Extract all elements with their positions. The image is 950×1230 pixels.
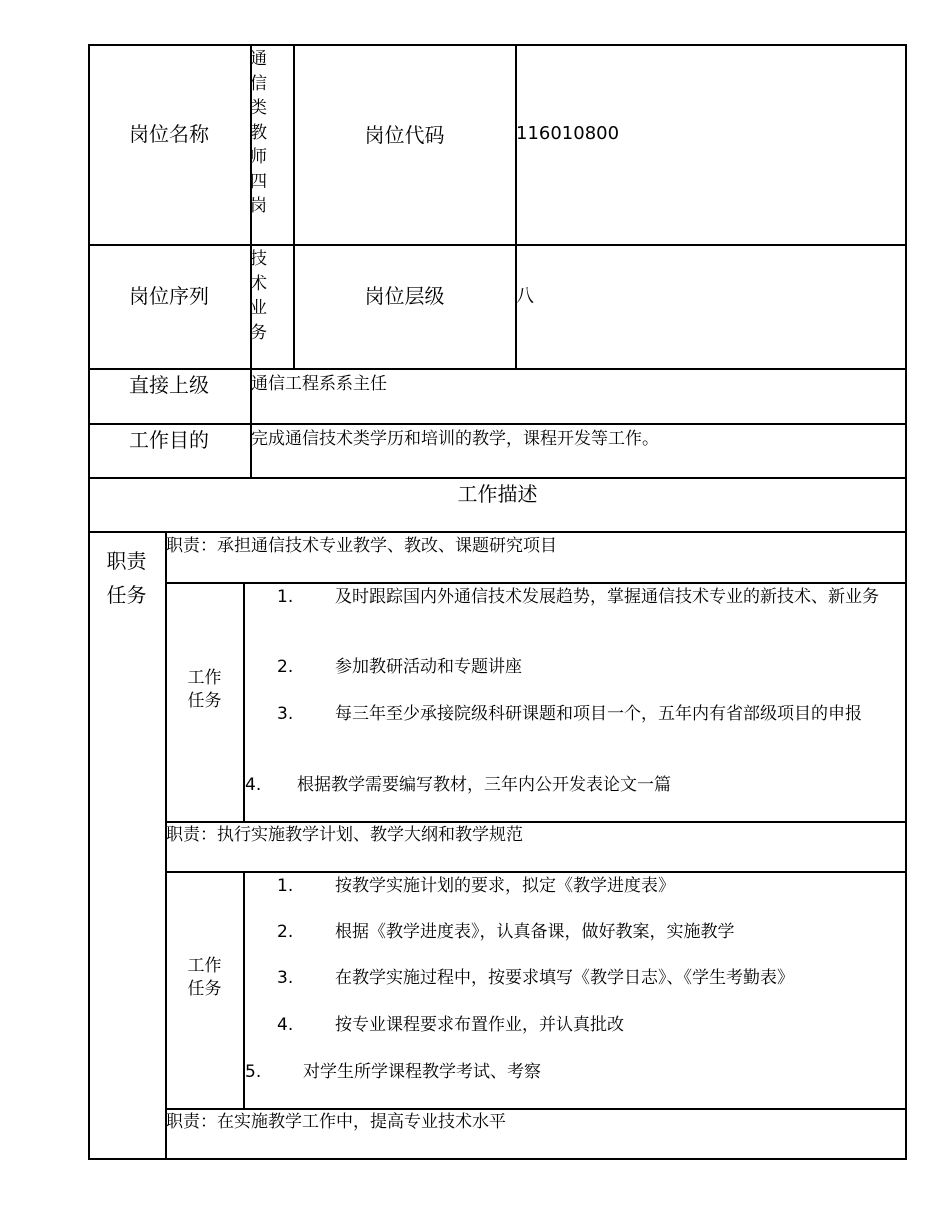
task-text: 及时跟踪国内外通信技术发展趋势，掌握通信技术专业的新技术、新业务	[335, 587, 879, 607]
task-number: 3.	[277, 968, 294, 988]
description-title: 工作描述	[457, 482, 538, 506]
task-text: 根据《教学进度表》，认真备课，做好教案，实施教学	[335, 922, 735, 942]
task-number: 1.	[277, 587, 294, 607]
position-name-value: 通信类教师四岗	[250, 49, 267, 216]
duty-title: 职责：执行实施教学计划、教学大纲和教学规范	[166, 825, 523, 845]
task-item	[277, 656, 902, 679]
task-number: 5.	[245, 1062, 262, 1082]
table-border-right	[905, 44, 907, 1159]
row-divider	[165, 1108, 907, 1110]
purpose-value: 完成通信技术类学历和培训的教学，课程开发等工作。	[251, 429, 659, 449]
task-item	[245, 1061, 900, 1084]
table-border-bottom	[88, 1158, 907, 1160]
task-label: 工作任务	[187, 668, 222, 711]
task-text: 参加教研活动和专题讲座	[335, 657, 522, 677]
task-number: 3.	[277, 704, 294, 724]
task-text: 按专业课程要求布置作业，并认真批改	[335, 1015, 624, 1035]
row-divider	[88, 477, 907, 479]
purpose-label: 工作目的	[129, 428, 209, 452]
duties-label-line1: 职责	[106, 549, 147, 573]
task-number: 4.	[277, 1015, 294, 1035]
task-item	[245, 774, 900, 797]
row-divider	[88, 423, 907, 425]
duties-label-line2: 任务	[106, 583, 147, 607]
task-number: 1.	[277, 876, 294, 896]
row-divider	[88, 244, 907, 246]
supervisor-value: 通信工程系系主任	[251, 374, 387, 394]
supervisor-label: 直接上级	[129, 373, 209, 397]
row-divider	[165, 821, 907, 823]
row-divider	[165, 871, 907, 873]
task-item	[277, 967, 902, 990]
position-code-label: 岗位代码	[364, 123, 445, 147]
column-divider	[293, 44, 295, 369]
duties-label	[88, 544, 165, 612]
task-text: 对学生所学课程教学考试、考察	[303, 1062, 541, 1082]
task-text: 在教学实施过程中，按要求填写《教学日志》、《学生考勤表》	[335, 968, 794, 988]
task-text: 每三年至少承接院级科研课题和项目一个，五年内有省部级项目的申报	[335, 704, 862, 724]
task-item	[277, 1014, 902, 1037]
position-code-value: 116010800	[516, 123, 620, 144]
task-item	[277, 586, 902, 609]
task-label: 工作任务	[187, 956, 222, 999]
row-divider	[88, 368, 907, 370]
duty-title: 职责：承担通信技术专业教学、教改、课题研究项目	[166, 536, 557, 556]
task-item	[277, 703, 902, 726]
duty-title: 职责：在实施教学工作中，提高专业技术水平	[166, 1112, 506, 1132]
position-level-value: 八	[516, 286, 534, 307]
task-number: 2.	[277, 922, 294, 942]
task-item	[277, 921, 902, 944]
column-divider	[515, 44, 517, 369]
task-number: 2.	[277, 657, 294, 677]
task-text: 根据教学需要编写教材，三年内公开发表论文一篇	[297, 775, 671, 795]
position-name-label: 岗位名称	[129, 122, 209, 146]
task-number: 4.	[245, 775, 262, 795]
position-sequence-value: 技术业务	[250, 249, 267, 343]
task-item	[277, 875, 902, 898]
task-text: 按教学实施计划的要求，拟定《教学进度表》	[335, 876, 675, 896]
row-divider	[88, 531, 907, 533]
position-sequence-label: 岗位序列	[129, 284, 209, 308]
row-divider	[165, 582, 907, 584]
table-border-top	[88, 44, 907, 46]
position-level-label: 岗位层级	[364, 284, 445, 308]
